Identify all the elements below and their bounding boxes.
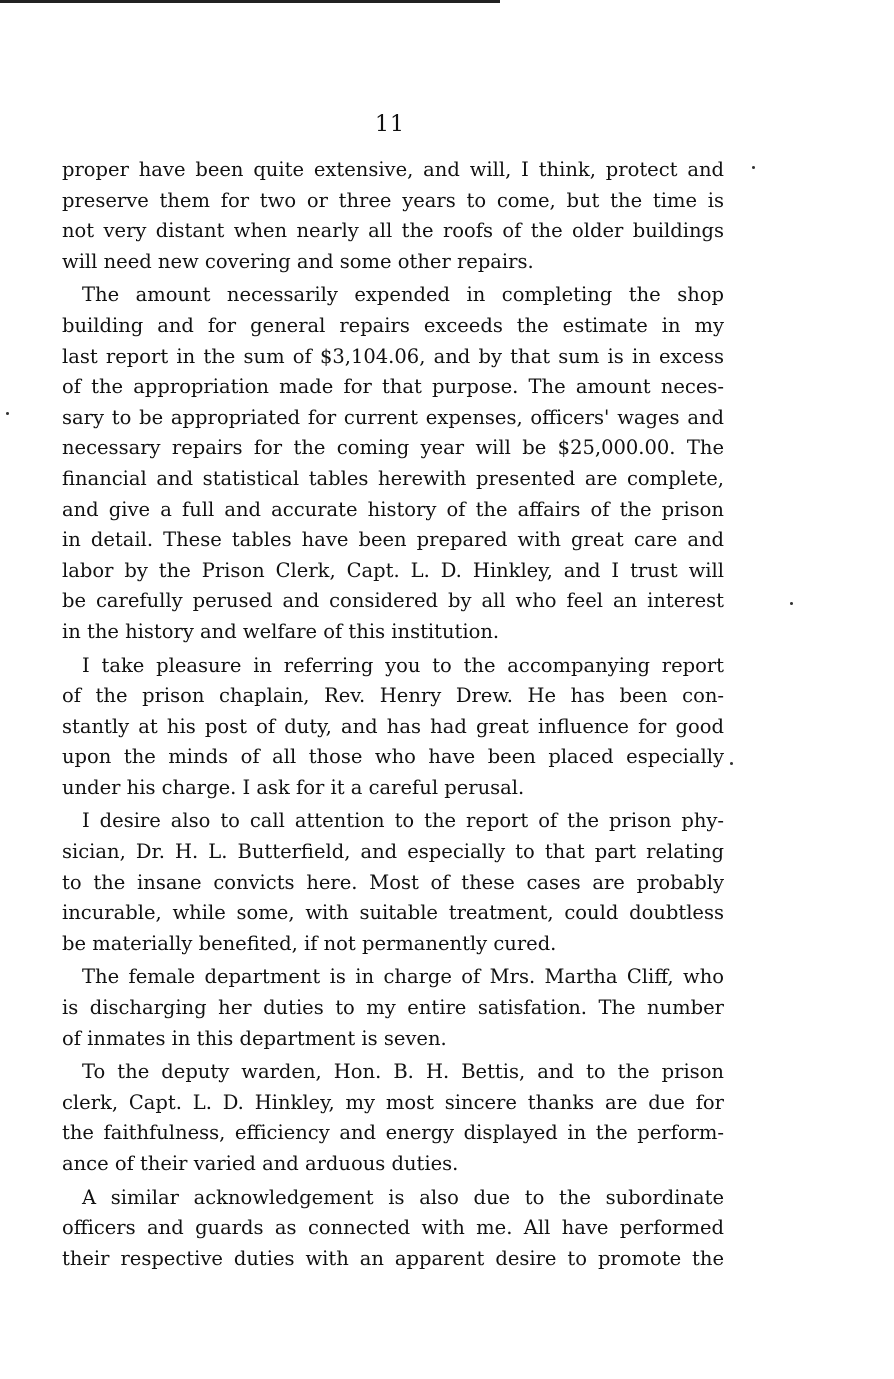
text-line: is discharging her duties to my entire satisfation. The number [62,996,724,1020]
text-line: last report in the sum of $3,104.06, and by that sum is in excess [62,344,724,368]
text-line: of the appropriation made for that purpose. The amount neces- [62,375,724,399]
text-line: stantly at his post of duty, and has had great influence for good [62,714,724,738]
text-line: financial and statistical tables herewith presented are complete, [62,466,724,490]
scan-speck [6,412,9,415]
text-line: A similar acknowledgement is also due to the subordinate [82,1185,724,1209]
text-line: proper have been quite extensive, and will, I think, protect and [62,158,724,181]
text-line: sician, Dr. H. L. Butterfield, and especially to that part relating [62,840,724,864]
text-line: of inmates in this department is seven. [62,1026,447,1050]
text-line: upon the minds of all those who have been placed especially [62,745,724,769]
text-line: ance of their varied and arduous duties. [62,1152,459,1175]
text-line: The amount necessarily expended in completing the shop [82,283,724,307]
text-line: in detail. These tables have been prepared with great care and [62,528,724,552]
text-line: I desire also to call attention to the report of the prison phy- [82,809,724,833]
top-border-rule [0,0,500,3]
text-line: I take pleasure in referring you to the accompanying report [82,653,724,677]
text-line: incurable, while some, with suitable treatment, could doubtless [62,901,724,925]
scan-speck [752,166,755,169]
paragraph [62,651,724,804]
body-text [62,155,724,1277]
paragraph [62,962,724,1054]
paragraph [62,1057,724,1179]
text-line: necessary repairs for the coming year will be $25,000.00. The [62,436,724,460]
text-line: sary to be appropriated for current expenses, officers' wages and [62,405,724,429]
text-line: The female department is in charge of Mrs. Martha Cliff, who [82,965,724,989]
text-line: in the history and welfare of this institution. [62,619,500,643]
scan-speck [730,762,733,765]
text-line: under his charge. I ask for it a careful perusal. [62,775,525,799]
text-line: preserve them for two or three years to come, but the time is [62,188,724,212]
text-line: of the prison chaplain, Rev. Henry Drew. He has been con- [62,684,724,708]
text-line: to the insane convicts here. Most of these cases are probably [62,870,724,894]
text-line: their respective duties with an apparent desire to promote the [62,1246,724,1270]
text-line: building and for general repairs exceeds the estimate in my [62,313,724,337]
paragraph [62,1183,724,1275]
text-line: will need new covering and some other repairs. [62,249,534,273]
text-line: be materially benefited, if not permanently cured. [62,931,557,955]
text-line: labor by the Prison Clerk, Capt. L. D. Hinkley, and I trust will [62,558,724,582]
paragraph [62,806,724,959]
page-number: 11 [375,112,405,137]
paragraph [62,155,724,277]
text-line: the faithfulness, efficiency and energy displayed in the perform- [62,1121,724,1145]
text-line: clerk, Capt. L. D. Hinkley, my most sincere thanks are due for [62,1090,724,1114]
scan-speck [790,602,793,605]
paragraph [62,280,724,647]
text-line: To the deputy warden, Hon. B. H. Bettis, and to the prison [82,1060,724,1084]
text-line: and give a full and accurate history of the affairs of the prison [62,497,724,521]
text-line: not very distant when nearly all the roofs of the older buildings [62,219,724,243]
text-line: officers and guards as connected with me. All have performed [62,1216,724,1240]
text-line: be carefully perused and considered by all who feel an interest [62,589,724,613]
